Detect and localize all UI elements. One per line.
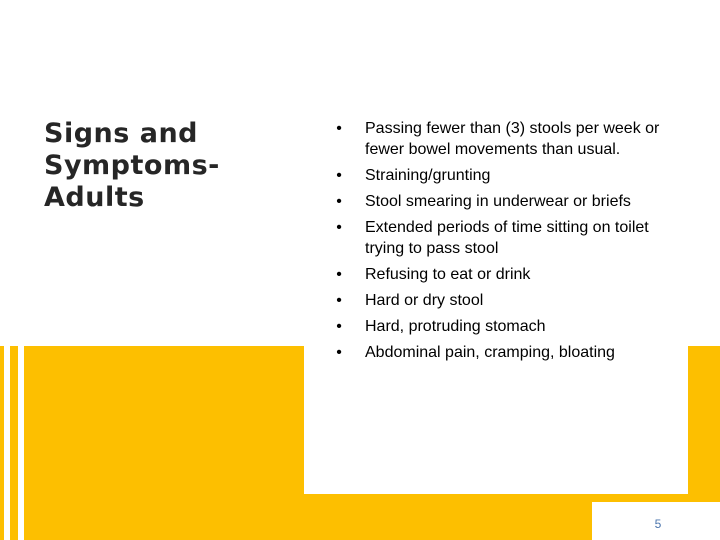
bullet-icon: •: [336, 318, 342, 335]
list-item: [330, 118, 680, 160]
list-item: [330, 191, 680, 212]
title-line-1: Signs and: [44, 118, 198, 149]
list-item: [330, 316, 680, 337]
bullet-icon: •: [336, 292, 342, 309]
bullet-icon: •: [336, 266, 342, 283]
bullet-text: Stool smearing in underwear or briefs: [365, 193, 631, 210]
title-line-3: Adults: [44, 182, 145, 213]
bullet-icon: •: [336, 219, 342, 236]
accent-bar-thin: [0, 346, 4, 540]
page-number: 5: [654, 517, 662, 531]
accent-bar: [10, 346, 18, 540]
bullet-text: Extended periods of time sitting on toilet trying to pass stool: [365, 219, 649, 257]
bullet-list: [330, 118, 680, 368]
bullet-text: Passing fewer than (3) stools per week or fewer bowel movements than usual.: [365, 120, 660, 158]
title-line-2: Symptoms-: [44, 150, 220, 181]
bullet-text: Hard, protruding stomach: [365, 318, 546, 335]
bullet-text: Straining/grunting: [365, 167, 491, 184]
slide-title: [44, 118, 274, 214]
bullet-text: Hard or dry stool: [365, 292, 484, 309]
list-item: [330, 165, 680, 186]
list-item: [330, 342, 680, 363]
list-item: [330, 290, 680, 311]
bullet-text: Refusing to eat or drink: [365, 266, 531, 283]
bullet-icon: •: [336, 167, 342, 184]
list-item: [330, 264, 680, 285]
bullet-icon: •: [336, 120, 342, 137]
list-item: [330, 217, 680, 259]
bullet-icon: •: [336, 344, 342, 361]
bullet-text: Abdominal pain, cramping, bloating: [365, 344, 615, 361]
bullet-icon: •: [336, 193, 342, 210]
